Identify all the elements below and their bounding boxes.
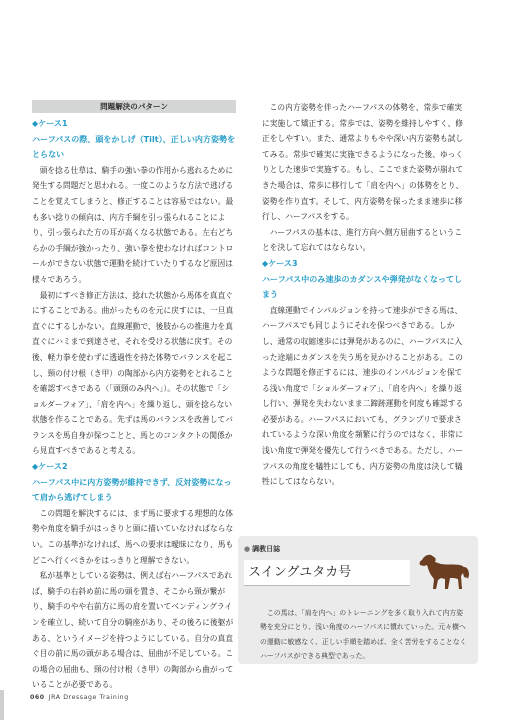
case2-title: ハーフパス中に内方姿勢が維持できず、反対姿勢になって肩から逃げてしまう (32, 477, 232, 503)
case1-paragraph-1: 頭を捻る仕草は、騎手の強い拳の作用から逃れるために発生する問題だと思われる。一度このような方法で逃げることを覚えてしまうと、修正することは容易ではない。最も多い捻りの傾向は、内方手綱を引っ張られることにより、引っ張られた方の耳が高くなる状態である。左右どちらかの手綱が強かったり、強い拳を使わなければコントロールができない状態で運動を続けていたりするなど原因は様々であろう。 (32, 165, 234, 284)
case1-label: ◆ケース1 (32, 119, 68, 128)
section-header: 問題解決のパターン (32, 100, 236, 113)
diary-tag (244, 544, 280, 554)
case3-label: ◆ケース3 (262, 258, 298, 268)
left-column (32, 100, 236, 693)
case3-paragraph-1: 直線運動でインパルジョンを持って速歩ができる馬は、ハーフパスでも同じようにそれを保つべきである。しかし、通常の収縮速歩には弾発があるのに、ハーフパスに入った途端にカダンスを失う馬を見かけることがある。このような問題を修正するには、速歩のインパルジョンを保てる浅い角度で「ショルダーフォア」、「肩を内へ」を繰り返し行い、弾発を失わないまま二蹄跡運動を何度も確認する必要がある。ハーフパスにおいても、グランプリで要求されているような深い角度を頻繁に行うのではなく、非常に浅い角度で弾発を優先して行うべきである。ただし、ハーフパスの角度を犠牲にしても、内方姿勢の角度は決して犠牲にしてはならない。 (262, 305, 464, 487)
page-number: 060 (30, 694, 45, 701)
case1-paragraph-2: 最初にすべき修正方法は、捻れた状態から馬体を真直ぐにすることである。曲がったものを元に戻すには、一旦真直ぐにするしかない。直線運動で、後肢からの推進力を真直ぐにハミまで到達させ、それを受ける状態に戻す。その後、軽力拳を使わずに透過性を持た体勢でバランスを起こし、頸の付け根（き甲）の陶部から内方姿勢をとれることを確認すべきである（「頭頸のみ内へ」）。その状態で「ショルダーフォア」、「肩を内へ」を繰り返し、頭を捻らない状態を作ることである。先ずは馬のバランスを改善してバランスを馬自身が保つことと、馬とのコンタクトの関係から見直すべきであると考える。 (32, 290, 234, 456)
top-margin (0, 0, 509, 96)
case1-title: ハーフパスの際、頭をかしげ（Tilt）、正しい内方姿勢をとらない (32, 134, 236, 160)
page-footer (30, 694, 129, 701)
right-paragraph-1: この内方姿勢を伴ったハーフパスの体勢を、常歩で確実に実施して矯正する。常歩では、姿勢を維持しやすく、修正をしやすい。また、通常よりもやや深い内方姿勢も試してみる。常歩で確実に実施できるようになった後、ゆっくりとした速歩で実施する。もし、ここでまた姿勢が崩れてきた場合は、常歩に移行して「肩を内へ」の体勢をとり、姿勢を作り直す。そして、内方姿勢を保ったまま速歩に移行し、ハーフパスをする。 (262, 103, 464, 222)
case2-paragraph-1: この問題を解決するには、まず馬に要求する理想的な体勢や角度を騎手がはっきりと頭に描いていなければならない。この基準がなければ、馬への要求は曖昧になり、馬もどこへ行くべきかをはっきりと理解できない。 (32, 508, 234, 565)
right-paragraph-2: ハーフパスの基本は、進行方向へ側方屈曲するということを決して忘れてはならない。 (262, 227, 463, 253)
publication-title: JRA Dressage Training (48, 694, 129, 701)
case2-paragraph-2: 私が基準としている姿勢は、例えば右ハーフパスであれば、騎手の右斜め前に馬の頭を置き、そこから頸が繋がり、騎手のやや右前方に馬の肩を置いてベンディングラインを確立し、続いて自分の騎座があり、その後ろに後躯がある、というイメージを持つようにしている。自分の真直ぐ目の前に馬の頭がある場合は、屈曲が不足している。この場合の屈曲も、頸の付け根（き甲）の陶部から曲がっていることが必要である。 (32, 571, 234, 690)
horse-silhouette-icon (414, 548, 470, 592)
diary-horse-name: スイングユタカ号 (244, 560, 410, 586)
case2-label: ◆ケース2 (32, 462, 68, 472)
page-corner-mark (0, 690, 4, 720)
diary-text: この馬は、「肩を内へ」のトレーニングを多く取り入れて内方姿勢を充分にとり、浅い角度のハーフパスに慣れていった。元々横への運動に敏感なく、正しい手順を踏めば、全く苦労をすることなくハーフパスができる典型であった。 (260, 609, 467, 661)
bullet-icon: ● (244, 545, 251, 553)
case3-title: ハーフパス中のみ速歩のカダンスや弾発がなくなってしまう (262, 274, 463, 300)
right-column (262, 100, 466, 490)
diary-tag-label: 調教日誌 (252, 545, 281, 553)
training-diary-box (238, 536, 478, 664)
